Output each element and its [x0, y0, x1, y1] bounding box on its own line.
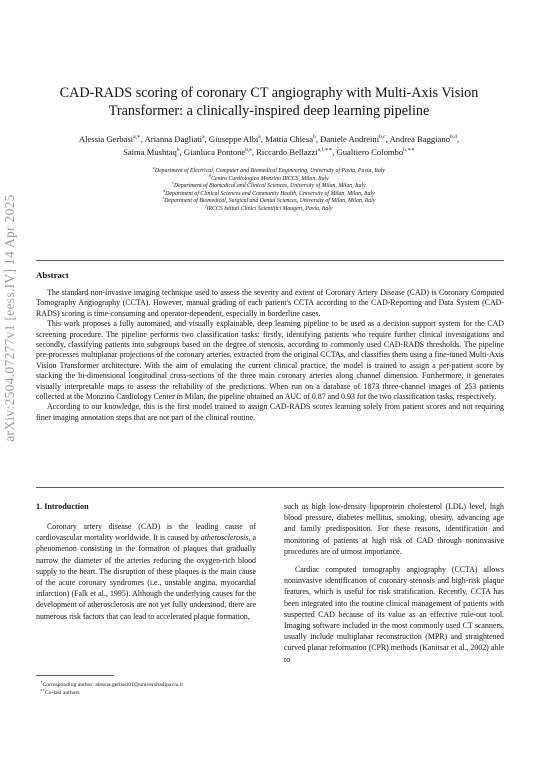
right-column: [284, 501, 504, 665]
abstract-body: [36, 288, 504, 423]
abstract-paragraph: This work proposes a fully automated, and visually explainable, deep learning pipeline to be used as a decision support system for the CAD screening procedure. The pipeline performs two classification tasks: firstly, identifying patients who require further clinical investigations and secondly, classifying patients into subgroups based on the degree of stenosis, according to commonly used CAD-RADS thresholds. The pipeline pre-processes multiplanar projections of the coronary arteries, extracted from the original CCTAs, and classifies them using a fine-tuned Multi-Axis Vision Transformer architecture. With the aim of emulating the current clinical practice, the model is trained to assign a per-patient score by stacking the bi-dimensional longitudinal cross-sections of the three main coronary arteries along channel dimension. Furthermore, it generates visually interpretable maps to assess the reliability of the predictions. When run on a database of 1873 three-channel images of 253 patients collected at the Monzino Cardiology Center in Milan, the pipeline obtained an AUC of 0.87 and 0.93 for the two classification tasks, respectively.: [36, 319, 504, 402]
emphasis-term: atherosclerosis: [200, 533, 249, 543]
author: Arianna Dagliati$^a$,: [144, 134, 209, 144]
affiliation: $^b$Centro Cardiologico Monzino IRCCS, Milan, Italy: [209, 173, 329, 182]
body-paragraph: such as high low-density lipoprotein cholesterol (LDL) level, high blood pressure, diabetes mellitus, smoking, obesity, advancing age and family predisposition. For these reasons, identification and monitoring of patients at high risk of CAD through noninvasive procedures are of utmost importance.: [284, 502, 504, 556]
affiliation: $^f$IRCCS Istituti Clinici Scientifici Maugeri, Pavia, Italy: [205, 204, 333, 212]
title-line-2: Transformer: a clinically-inspired deep learning pipeline: [108, 103, 430, 119]
author: Giuseppe Albi$^a$,: [208, 134, 266, 144]
author: Gualtiero Colombo$^{b,∗∗}$: [336, 146, 415, 157]
abstract-top-rule: [36, 260, 504, 261]
abstract-heading: Abstract: [36, 270, 69, 280]
footnote: ∗Corresponding author: alessia.gerbasi01@universitadipavia.it: [40, 680, 183, 688]
affiliation: $^e$Department of Biomedical, Surgical and Dental Sciences, University of Milan, Milan, Italy: [162, 196, 376, 205]
author: Andrea Baggiano$^{b,d}$,: [389, 134, 460, 144]
author-list: [34, 133, 504, 158]
affiliation: $^c$Department of Biomedical and Clinical Sciences, University of Milan, Milan, Italy: [172, 181, 366, 190]
footnotes: [40, 681, 183, 697]
author: Alessia Gerbasi$^{a,∗}$,: [78, 134, 145, 144]
affiliation: $^a$Department of Electrical, Computer and Biomedical Engineering, University of Pavia, Pavia, Italy: [153, 166, 385, 174]
abstract-paragraph: The standard non-invasive imaging technique used to assess the severity and extent of Coronary Artery Disease (CAD) is Coronary Computed Tomography Angiography (CCTA). However, manual grading of each patient's CCTA according to the CAD-Reporting and Data System (CAD-RADS) scoring is time-consuming and operator-dependent, especially in borderline cases.: [36, 288, 504, 318]
affiliation: $^d$Department of Clinical Sciences and Community Health, University of Milan, Milan, Italy: [163, 188, 375, 197]
abstract-bottom-rule: [36, 487, 504, 488]
arxiv-stamp: arXiv:2504.07277v1 [eess.IV] 14 Apr 2025: [2, 194, 17, 442]
title-line-1: CAD-RADS scoring of coronary CT angiography with Multi-Axis Vision: [59, 85, 479, 101]
author: Daniele Andreini$^{b,c}$,: [320, 134, 390, 144]
footnote: ∗∗Co-last authors: [40, 688, 80, 696]
author: Gianluca Pontone$^{b,e}$,: [183, 146, 257, 157]
section-heading: 1. Introduction: [36, 502, 89, 511]
left-column: [36, 521, 256, 622]
affiliation-list: [60, 168, 478, 214]
body-paragraph: Cardiac computed tomography angiography (CCTA) allows noninvasive identification of coronary stenosis and high-risk plaque features, which is useful for risk stratification. Recently, CCTA has been integrated into the routine clinical management of patients with suspected CAD because of its value as an effective rule-out tool. Imaging software included in the most commonly used CT scanners, usually include multiplanar reconstruction (MPR) and straightened curved planar reformation (CPR) methods (Kanitsar et al., 2002) able to: [284, 565, 504, 664]
footnote-rule: [36, 675, 114, 676]
body-paragraph: Coronary artery disease (CAD) is the leading cause of cardiovascular mortality worldwide. It is caused by atherosclerosis, a phenomenon consisting in the formation of plaques that gradually narrow the diameter of the arteries reducing the oxygen-rich blood supply to the heart. The disruption of these plaques is the main cause of the acute coronary syndromes (i.e., unstable angina, myocardial infarction) (Falk et al., 1995). Although the underlying causes for the development of atherosclerosis are not yet fully understood, there are numerous risk factors that can lead to accelerated plaque formation,: [36, 522, 256, 621]
author: Mattia Chiesa$^b$,: [265, 134, 321, 144]
author: Riccardo Bellazzi$^{a,f,∗∗}$,: [256, 146, 337, 157]
abstract-paragraph: According to our knowledge, this is the first model trained to assign CAD-RADS scores learning solely from patient scores and not requiring finer imaging annotation steps that are not part of the clinical routine.: [36, 402, 504, 422]
author: Saima Mushtaq$^b$,: [123, 146, 184, 157]
paper-title: [40, 84, 498, 120]
